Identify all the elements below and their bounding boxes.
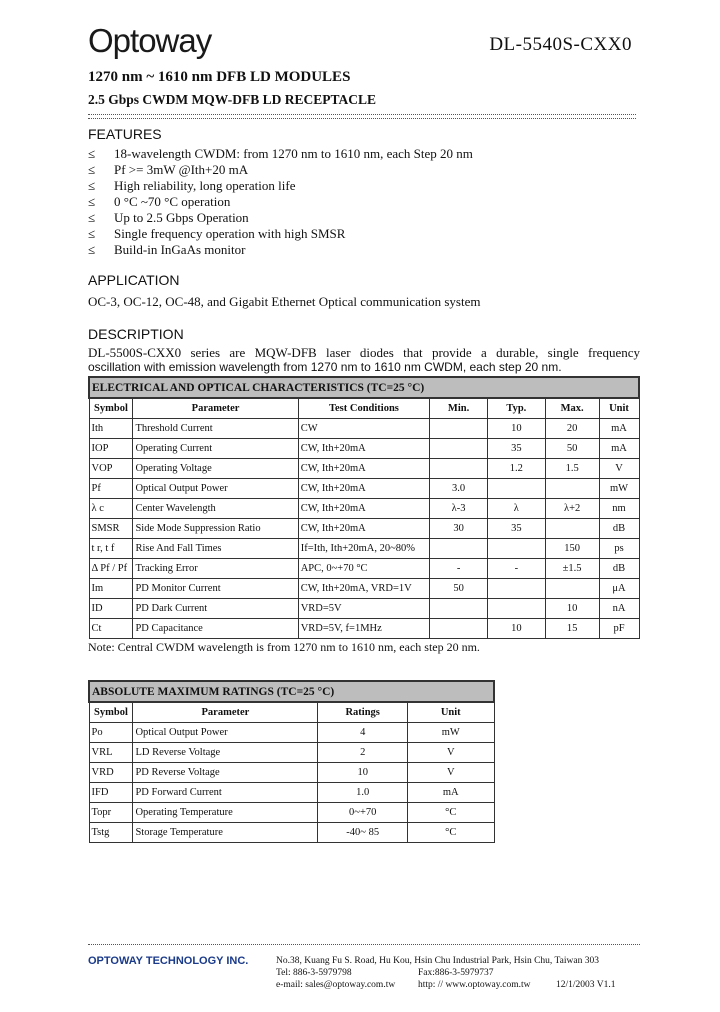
table-cell: CW, Ith+20mA, VRD=1V (298, 579, 429, 599)
column-header: Symbol (89, 398, 133, 419)
feature-item (88, 226, 636, 242)
table-row (89, 599, 639, 619)
table-cell: 15 (545, 619, 599, 639)
eo-column-headers (89, 398, 639, 419)
features-list (88, 146, 636, 258)
table-cell: PD Capacitance (133, 619, 298, 639)
table-cell (430, 539, 488, 559)
table-cell: 0~+70 (318, 803, 408, 823)
table-cell: APC, 0~+70 °C (298, 559, 429, 579)
table-cell (545, 519, 599, 539)
table-cell: λ c (89, 499, 133, 519)
table-cell: Rise And Fall Times (133, 539, 298, 559)
feature-text: 0 °C ~70 °C operation (114, 194, 231, 209)
column-header: Min. (430, 398, 488, 419)
table-row (89, 439, 639, 459)
table-cell: mW (407, 723, 494, 743)
bullet-symbol: ≤ (88, 178, 96, 193)
table-cell: Side Mode Suppression Ratio (133, 519, 298, 539)
company-logo: Optoway (88, 22, 212, 59)
table-cell: 1.2 (487, 459, 545, 479)
table-row (89, 823, 494, 843)
table-cell: PD Reverse Voltage (133, 763, 318, 783)
feature-text: Build-in InGaAs monitor (114, 242, 246, 257)
table-row (89, 579, 639, 599)
table-cell: λ (487, 499, 545, 519)
amr-table-title: ABSOLUTE MAXIMUM RATINGS (TC=25 °C) (89, 681, 494, 702)
footer-company: OPTOWAY TECHNOLOGY INC. (88, 955, 249, 967)
footer-date: 12/1/2003 V1.1 (556, 980, 616, 990)
bullet-symbol: ≤ (88, 242, 96, 257)
table-cell: If=Ith, Ith+20mA, 20~80% (298, 539, 429, 559)
bullet-symbol: ≤ (88, 194, 96, 209)
table-cell: VRL (89, 743, 133, 763)
table-cell: ps (599, 539, 639, 559)
table-cell: CW, Ith+20mA (298, 479, 429, 499)
bullet-symbol: ≤ (88, 226, 96, 241)
description-line-1: DL-5500S-CXX0 series are MQW-DFB laser diodes that provide a durable, single frequency (88, 345, 640, 360)
table-cell (487, 539, 545, 559)
table-cell: CW, Ith+20mA (298, 499, 429, 519)
table-row (89, 539, 639, 559)
table-cell: mA (599, 419, 639, 439)
table-cell: λ+2 (545, 499, 599, 519)
feature-item (88, 146, 636, 162)
table-row (89, 723, 494, 743)
table-cell: t r, t f (89, 539, 133, 559)
table-cell: Tracking Error (133, 559, 298, 579)
table-cell: Operating Voltage (133, 459, 298, 479)
column-header: Symbol (89, 702, 133, 723)
column-header: Unit (407, 702, 494, 723)
table-cell: Operating Temperature (133, 803, 318, 823)
table-cell: mW (599, 479, 639, 499)
table-cell: SMSR (89, 519, 133, 539)
table-cell: VRD (89, 763, 133, 783)
column-header: Ratings (318, 702, 408, 723)
doc-title: 1270 nm ~ 1610 nm DFB LD MODULES (88, 69, 351, 85)
table-row (89, 763, 494, 783)
table-cell: °C (407, 803, 494, 823)
table-row (89, 803, 494, 823)
table-cell: LD Reverse Voltage (133, 743, 318, 763)
table-cell (545, 479, 599, 499)
table-cell (487, 599, 545, 619)
table-cell: 10 (487, 619, 545, 639)
table-row (89, 743, 494, 763)
table-cell: Optical Output Power (133, 723, 318, 743)
footer-tel: Tel: 886-3-5979798 (276, 968, 352, 978)
table-cell: 35 (487, 439, 545, 459)
table-cell: λ-3 (430, 499, 488, 519)
divider (88, 114, 636, 115)
table-cell: Center Wavelength (133, 499, 298, 519)
eo-table-title: ELECTRICAL AND OPTICAL CHARACTERISTICS (TC=25 °C) (89, 377, 639, 398)
table-cell: V (407, 743, 494, 763)
column-header: Parameter (133, 398, 298, 419)
table-cell: 3.0 (430, 479, 488, 499)
table-cell: PD Forward Current (133, 783, 318, 803)
table-cell (430, 439, 488, 459)
feature-item (88, 210, 636, 226)
features-heading: FEATURES (88, 126, 162, 142)
table-cell: Ith (89, 419, 133, 439)
table-row (89, 619, 639, 639)
model-number: DL-5540S-CXX0 (489, 34, 632, 55)
table-row (89, 479, 639, 499)
absolute-max-ratings-table (88, 680, 495, 843)
feature-item (88, 242, 636, 258)
table-cell: Operating Current (133, 439, 298, 459)
table-cell: - (430, 559, 488, 579)
table-cell: Topr (89, 803, 133, 823)
feature-text: Up to 2.5 Gbps Operation (114, 210, 249, 225)
table-row (89, 519, 639, 539)
table-cell: 1.0 (318, 783, 408, 803)
table-cell: 10 (487, 419, 545, 439)
column-header: Unit (599, 398, 639, 419)
table-cell: - (487, 559, 545, 579)
table-cell: °C (407, 823, 494, 843)
feature-item (88, 194, 636, 210)
table-cell: Po (89, 723, 133, 743)
table-cell: PD Monitor Current (133, 579, 298, 599)
table-cell: 150 (545, 539, 599, 559)
amr-column-headers (89, 702, 494, 723)
table-cell (487, 479, 545, 499)
feature-item (88, 162, 636, 178)
column-header: Test Conditions (298, 398, 429, 419)
application-text: OC-3, OC-12, OC-48, and Gigabit Ethernet Optical communication system (88, 294, 481, 309)
table-cell (430, 419, 488, 439)
table-cell: nA (599, 599, 639, 619)
table-cell: Optical Output Power (133, 479, 298, 499)
table-cell: 20 (545, 419, 599, 439)
footer-address: No.38, Kuang Fu S. Road, Hu Kou, Hsin Chu Industrial Park, Hsin Chu, Taiwan 303 (276, 956, 599, 966)
table-cell: VOP (89, 459, 133, 479)
table-cell: Im (89, 579, 133, 599)
column-header: Max. (545, 398, 599, 419)
table-cell: mA (599, 439, 639, 459)
table-row (89, 559, 639, 579)
table-row (89, 459, 639, 479)
table-cell: mA (407, 783, 494, 803)
column-header: Typ. (487, 398, 545, 419)
application-heading: APPLICATION (88, 272, 180, 288)
divider (88, 118, 636, 119)
table-cell: CW, Ith+20mA (298, 519, 429, 539)
feature-text: High reliability, long operation life (114, 178, 296, 193)
table-cell: 50 (545, 439, 599, 459)
feature-text: 18-wavelength CWDM: from 1270 nm to 1610 nm, each Step 20 nm (114, 146, 473, 161)
table-cell (430, 619, 488, 639)
description-heading: DESCRIPTION (88, 326, 184, 342)
table-cell (430, 599, 488, 619)
table-row (89, 783, 494, 803)
footer-website[interactable]: http: // www.optoway.com.tw (418, 980, 531, 990)
table-cell: V (407, 763, 494, 783)
feature-text: Single frequency operation with high SMSR (114, 226, 346, 241)
table-cell: CW (298, 419, 429, 439)
table-cell: CW, Ith+20mA (298, 459, 429, 479)
footer-email[interactable]: e-mail: sales@optoway.com.tw (276, 980, 396, 990)
table-cell: Pf (89, 479, 133, 499)
table-row (89, 419, 639, 439)
table-cell: 2 (318, 743, 408, 763)
table-cell: 4 (318, 723, 408, 743)
table-cell: 10 (318, 763, 408, 783)
table-cell: V (599, 459, 639, 479)
footer-fax: Fax:886-3-5979737 (418, 968, 494, 978)
table-cell: ID (89, 599, 133, 619)
table-cell: PD Dark Current (133, 599, 298, 619)
electrical-optical-table (88, 376, 640, 639)
table-cell: nm (599, 499, 639, 519)
table-cell: dB (599, 519, 639, 539)
table-row (89, 499, 639, 519)
table-cell: CW, Ith+20mA (298, 439, 429, 459)
feature-text: Pf >= 3mW @Ith+20 mA (114, 162, 249, 177)
doc-subtitle: 2.5 Gbps CWDM MQW-DFB LD RECEPTACLE (88, 92, 377, 107)
table-cell (430, 459, 488, 479)
table-cell: 50 (430, 579, 488, 599)
bullet-symbol: ≤ (88, 210, 96, 225)
feature-item (88, 178, 636, 194)
table-cell: μA (599, 579, 639, 599)
table-cell: Ct (89, 619, 133, 639)
table-cell: 35 (487, 519, 545, 539)
table-cell: 1.5 (545, 459, 599, 479)
table-cell: 30 (430, 519, 488, 539)
bullet-symbol: ≤ (88, 146, 96, 161)
table-cell: pF (599, 619, 639, 639)
description-line-2: oscillation with emission wavelength from 1270 nm to 1610 nm CWDM, each step 20 nm. (88, 360, 562, 374)
table-cell: Threshold Current (133, 419, 298, 439)
table-cell: VRD=5V (298, 599, 429, 619)
table-cell (545, 579, 599, 599)
table-cell (487, 579, 545, 599)
table-cell: dB (599, 559, 639, 579)
table-cell: ±1.5 (545, 559, 599, 579)
table-cell: Δ Pf / Pf (89, 559, 133, 579)
table-cell: IFD (89, 783, 133, 803)
column-header: Parameter (133, 702, 318, 723)
table-cell: -40~ 85 (318, 823, 408, 843)
wavelength-note: Note: Central CWDM wavelength is from 1270 nm to 1610 nm, each step 20 nm. (88, 640, 480, 654)
table-cell: Tstg (89, 823, 133, 843)
table-cell: VRD=5V, f=1MHz (298, 619, 429, 639)
bullet-symbol: ≤ (88, 162, 96, 177)
table-cell: Storage Temperature (133, 823, 318, 843)
table-cell: 10 (545, 599, 599, 619)
footer-divider (88, 944, 640, 945)
table-cell: IOP (89, 439, 133, 459)
